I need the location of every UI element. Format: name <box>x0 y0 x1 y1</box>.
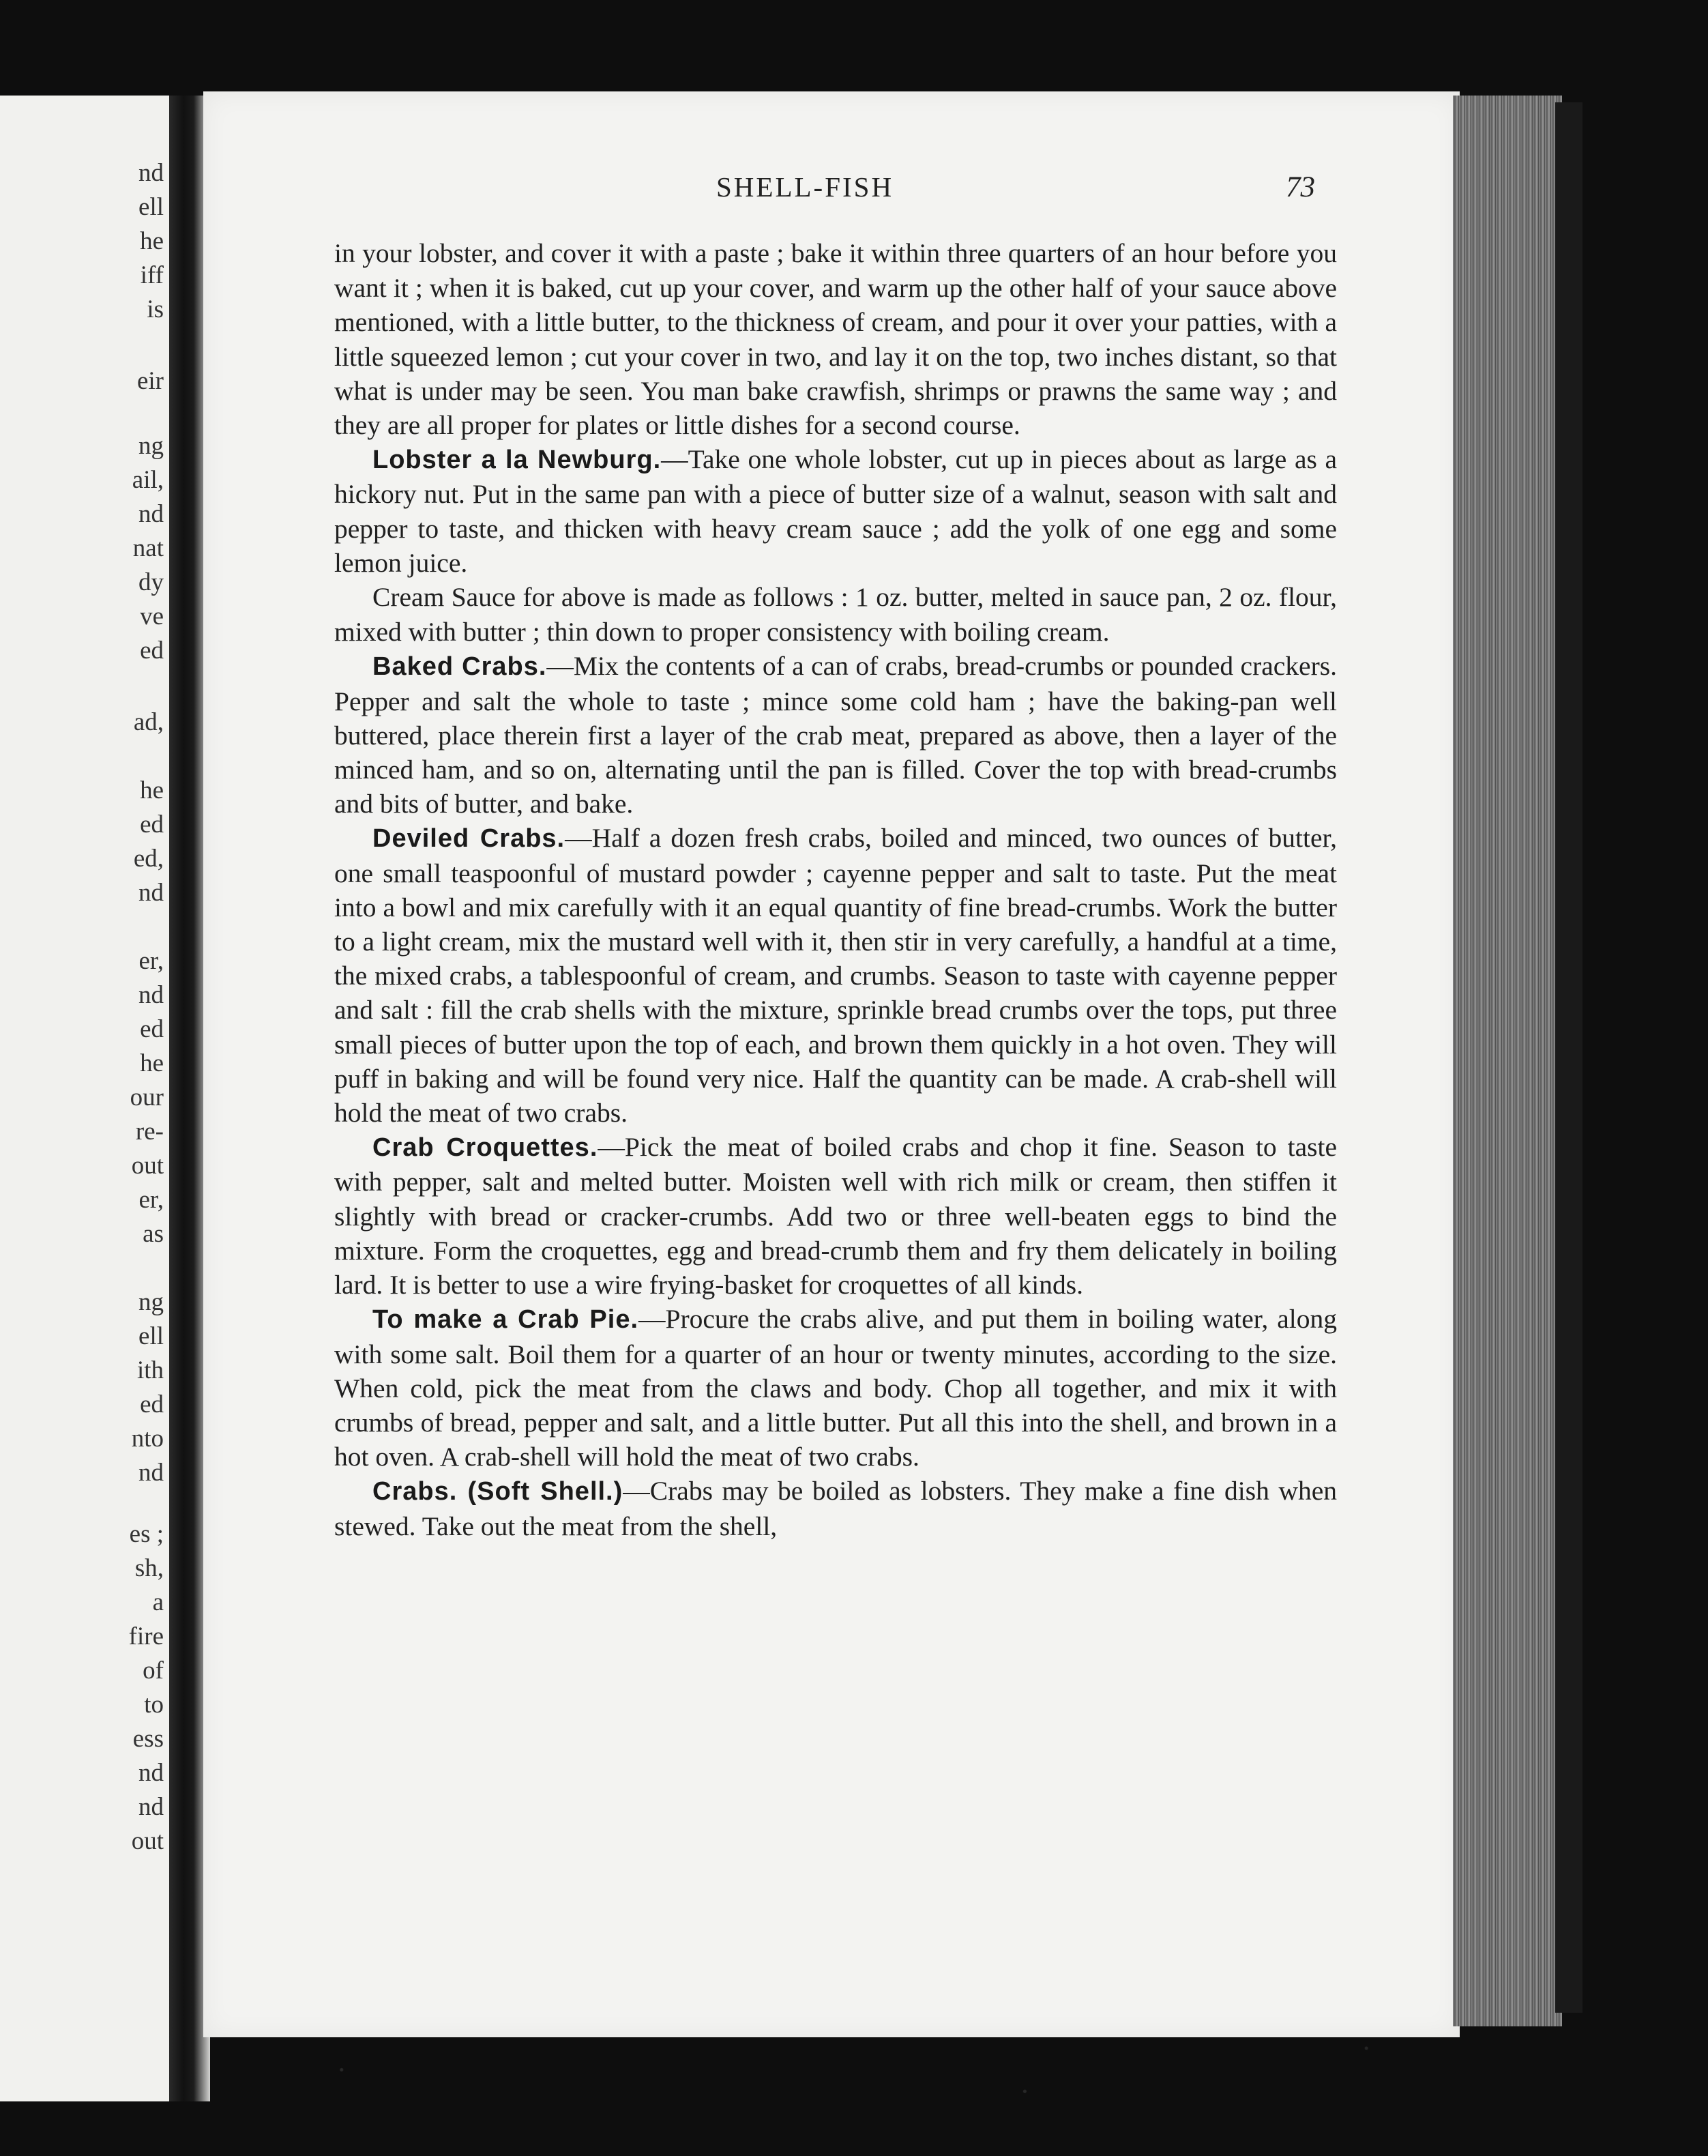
page-number: 73 <box>1286 171 1315 203</box>
facing-page-text-fragment: our <box>130 1083 164 1111</box>
facing-page-text-fragment: ed <box>140 811 164 839</box>
recipe-heading: To make a Crab Pie. <box>372 1305 639 1335</box>
facing-page-text-fragment: ess <box>132 1725 164 1753</box>
paragraph-text: —Pick the meat of boiled crabs and chop it fine. Season to taste with pepper, salt and melted butter. Moisten well with rich milk or cream, then stiffen it slightly with bread or cracker-crumbs. Add two or three well-beaten eggs to bind the mixture. Form the croquettes, egg and bread-crumb them and fry them delicately in boiling lard. It is better to use a wire frying-basket for croquettes of all kinds. <box>334 1132 1337 1300</box>
facing-page-text-fragment: ad, <box>133 708 164 736</box>
facing-page-text-fragment: nd <box>138 981 164 1009</box>
page-edges <box>1453 96 1562 2026</box>
facing-page-text-fragment: iff <box>140 261 164 289</box>
facing-page-text-fragment: ed <box>140 1390 164 1418</box>
facing-page-text-fragment: ed <box>140 637 164 665</box>
book-cover-edge <box>1555 102 1582 2013</box>
facing-page-text-fragment: is <box>147 295 164 323</box>
facing-page-text-fragment: ng <box>138 432 164 460</box>
facing-page-text-fragment: sh, <box>134 1554 164 1582</box>
recipe-heading: Baked Crabs. <box>372 652 547 682</box>
facing-page-text-fragment: nd <box>138 1459 164 1487</box>
paragraph <box>334 1130 1337 1302</box>
facing-page-text-fragment: ed <box>140 1015 164 1043</box>
recipe-heading: Crabs. (Soft Shell.) <box>372 1477 623 1506</box>
facing-page-text-fragment: a <box>152 1588 164 1616</box>
paragraph <box>334 580 1337 649</box>
facing-page-text-fragment: fire <box>128 1622 164 1650</box>
facing-page-text-fragment: to <box>144 1691 164 1719</box>
facing-page-text-fragment: he <box>140 776 164 804</box>
paragraph-text: —Crabs may be boiled as lobsters. They make a fine dish when stewed. Take out the meat from the shell, <box>334 1476 1337 1541</box>
recipe-heading: Deviled Crabs. <box>372 824 565 854</box>
facing-page-text-fragment: he <box>140 1049 164 1077</box>
facing-page-text-fragment: nd <box>138 879 164 907</box>
paragraph <box>334 649 1337 821</box>
paragraph-text: —Procure the crabs alive, and put them in boiling water, along with some salt. Boil them for a quarter of an hour or twenty minutes, according to the size. When cold, pick the meat from the claws and body. Chop all together, and mix it with crumbs of bread, pepper and salt, and a little butter. Put all this into the shell, and brown in a hot oven. A crab-shell will hold the meat of two crabs. <box>334 1304 1337 1472</box>
page-body <box>334 236 1337 1543</box>
facing-page-text-fragment: er, <box>138 947 164 975</box>
paragraph-text: —Mix the contents of a can of crabs, bread-crumbs or pounded crackers. Pepper and salt the whole to taste ; mince some cold ham ; have the baking-pan well buttered, place therein first a layer of the crab meat, prepared as above, then a layer of the minced ham, and so on, alternating until the pan is filled. Cover the top with bread-crumbs and bits of butter, and bake. <box>334 651 1337 819</box>
paragraph-text: Cream Sauce for above is made as follows : 1 oz. butter, melted in sauce pan, 2 oz. flour, mixed with butter ; thin down to proper consistency with boiling cream. <box>334 582 1337 647</box>
facing-page-text-fragment: ith <box>136 1356 164 1384</box>
facing-page-text-fragment: re- <box>135 1118 164 1146</box>
facing-page-text-fragment: ng <box>138 1288 164 1316</box>
facing-page-text-fragment: er, <box>138 1186 164 1214</box>
paragraph <box>334 236 1337 442</box>
facing-page-text-fragment: of <box>143 1657 164 1685</box>
facing-page-text-fragment: dy <box>138 568 164 596</box>
facing-page-text-fragment: nd <box>138 500 164 528</box>
facing-page-text-fragment: ell <box>138 1322 164 1350</box>
facing-page-text-fragment: eir <box>136 367 164 395</box>
facing-page-text-fragment: he <box>140 227 164 255</box>
facing-page-text-fragment: as <box>143 1220 164 1248</box>
facing-page-text-fragment: ed, <box>133 845 164 873</box>
paragraph-text: —Half a dozen fresh crabs, boiled and minced, two ounces of butter, one small teaspoonful of mustard powder ; cayenne pepper and salt to taste. Put the meat into a bowl and mix carefully with it an equal quantity of fine bread-crumbs. Work the butter to a light cream, mix the mustard well with it, then stir in very carefully, a handful at a time, the mixed crabs, a tablespoonful of cream, and crumbs. Season to taste with cayenne pepper and salt : fill the crab shells with the mixture, sprinkle bread crumbs over the tops, put three small pieces of butter upon the top of each, and brown them quickly in a hot oven. They will puff in baking and will be found very nice. Half the quantity can be made. A crab-shell will hold the meat of two crabs. <box>334 823 1337 1128</box>
recipe-heading: Crab Croquettes. <box>372 1133 598 1163</box>
facing-page-text-fragment: out <box>131 1152 164 1180</box>
paragraph-text: in your lobster, and cover it with a paste ; bake it within three quarters of an hour before you want it ; when it is baked, cut up your cover, and warm up the other half of your sauce above mentioned, with a little butter, to the thickness of cream, and pour it over your patties, with a little squeezed lemon ; cut your cover in two, and lay it on the top, two inches distant, so that what is under may be seen. You man bake crawfish, shrimps or prawns the same way ; and they are all proper for plates or little dishes for a second course. <box>334 238 1337 441</box>
facing-page-text-fragment: ell <box>138 193 164 221</box>
facing-page-text-fragment: out <box>131 1827 164 1855</box>
paragraph <box>334 1474 1337 1543</box>
recipe-heading: Lobster a la Newburg. <box>372 446 662 475</box>
facing-page-text-fragment: nto <box>131 1425 164 1453</box>
facing-page-text-fragment: nd <box>138 1793 164 1821</box>
paragraph-text: —Take one whole lobster, cut up in pieces about as large as a hickory nut. Put in the same pan with a piece of butter size of a walnut, season with salt and pepper to taste, and thicken with heavy cream sauce ; add the yolk of one egg and some lemon juice. <box>334 444 1337 578</box>
paragraph <box>334 1302 1337 1474</box>
facing-page-text-fragment: ve <box>140 602 164 630</box>
paragraph <box>334 442 1337 580</box>
facing-page-text-fragment: nd <box>138 1759 164 1787</box>
facing-page-fragment <box>0 96 171 2101</box>
facing-page-text-fragment: nat <box>132 534 164 562</box>
paragraph <box>334 821 1337 1130</box>
facing-page-text-fragment: es ; <box>129 1520 164 1548</box>
running-head: SHELL-FISH <box>716 171 894 203</box>
facing-page-text-fragment: nd <box>138 159 164 187</box>
facing-page-text-fragment: ail, <box>132 466 164 494</box>
